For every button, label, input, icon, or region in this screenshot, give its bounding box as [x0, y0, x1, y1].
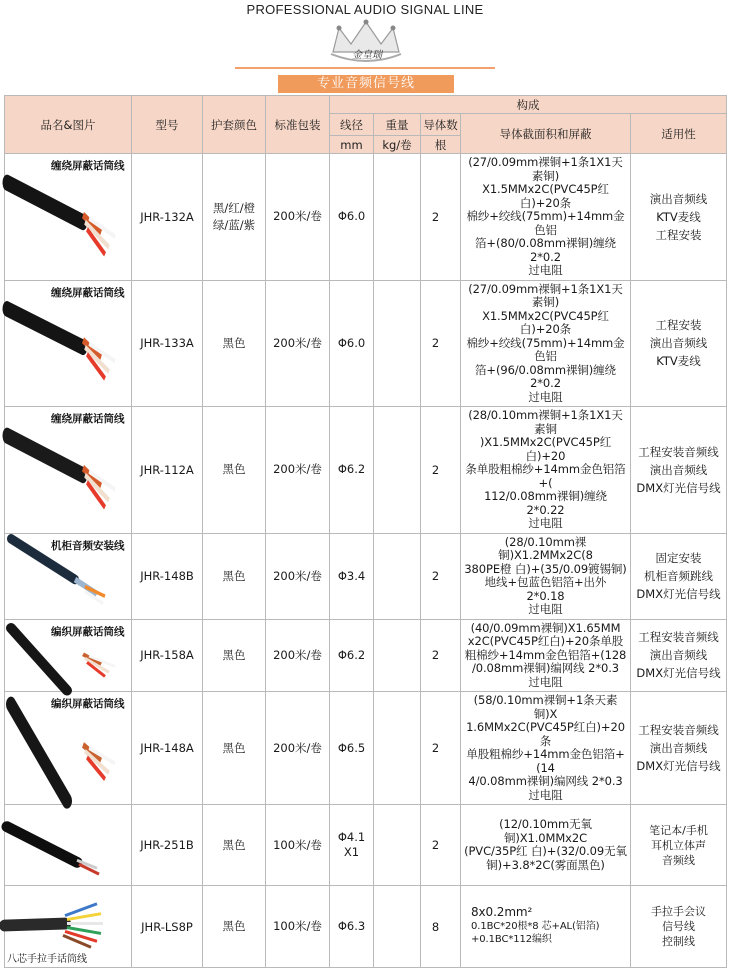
- table-row: [5, 407, 727, 534]
- packaging-cell: 200米/卷: [266, 154, 330, 281]
- header-conductors: 导体数: [421, 114, 461, 136]
- product-cell: [5, 407, 132, 534]
- application-cell: 工程安装音频线 演出音频线 DMX灯光信号线: [631, 407, 727, 534]
- spec-detail: (58/0.10mm裸铜+1条天素铜)X 1.6MMx2C(PVC45P红白)+20条 单股粗棉纱+14mm金色铝箔+(14 4/0.08mm裸铜)编网线 2*0.3 过电阻: [466, 693, 625, 802]
- spec-detail: 0.1BC*20根*8 芯+AL(铝箔) +0.1BC*112编织: [471, 920, 600, 946]
- product-name: 缠绕屏蔽话筒线: [51, 160, 125, 172]
- product-name: 缠绕屏蔽话筒线: [51, 286, 125, 299]
- table-row: [5, 154, 727, 281]
- weight-cell: [374, 886, 421, 968]
- product-name: 编织屏蔽话筒线: [51, 625, 125, 638]
- conductor-count-cell: 8: [421, 886, 461, 968]
- product-cell: [5, 886, 132, 968]
- cable-photo-icon: [5, 805, 131, 885]
- table-row: [5, 886, 727, 968]
- packaging-cell: 100米/卷: [266, 886, 330, 968]
- packaging-cell: 200米/卷: [266, 280, 330, 407]
- conductor-count-cell: 2: [421, 280, 461, 407]
- banner-divider: [235, 67, 495, 69]
- spec-detail: (12/0.10mm无氧铜)X1.0MMx2C (PVC/35P红 白)+(32/0.09无氧 铜)+3.8*2C(雾面黑色): [464, 817, 627, 872]
- model-cell: JHR-148B: [132, 533, 203, 619]
- product-name: 缠绕屏蔽话筒线: [51, 413, 125, 425]
- spec-detail: (28/0.10mm裸铜)X1.2MMx2C(8 380PE橙 白)+(35/0.09镀锡铜) 地线+包蓝色铝箔+出外 2*0.18 过电阻: [464, 534, 627, 616]
- cross-section-cell: [461, 619, 631, 692]
- conductor-count-cell: 2: [421, 805, 461, 886]
- product-cell: [5, 805, 132, 886]
- conductor-count-cell: 2: [421, 533, 461, 619]
- diameter-cell: Φ6.2: [330, 407, 374, 534]
- header-product: 品名&图片: [5, 96, 132, 154]
- cross-section-cell: [461, 154, 631, 281]
- header-diameter-unit: mm: [330, 136, 374, 154]
- weight-cell: [374, 805, 421, 886]
- weight-cell: [374, 154, 421, 281]
- cross-section-cell: [461, 280, 631, 407]
- diameter-cell: Φ6.2: [330, 619, 374, 692]
- jacket-color-cell: 黑色: [203, 692, 266, 805]
- conductor-count-cell: 2: [421, 619, 461, 692]
- table-row: [5, 692, 727, 805]
- packaging-cell: 200米/卷: [266, 619, 330, 692]
- application-cell: 工程安装 演出音频线 KTV麦线: [631, 280, 727, 407]
- jacket-color-cell: 黑色: [203, 280, 266, 407]
- page-top-title: PROFESSIONAL AUDIO SIGNAL LINE: [246, 2, 484, 17]
- spec-detail: (28/0.10mm裸铜+1条1X1天素铜 )X1.5MMx2C(PVC45P红白)+20 条单股粗棉纱+14mm金色铝箔+( 112/0.08mm裸铜)缠绕 2*0.22 过电阻: [465, 408, 626, 530]
- application-cell: 固定安装 机柜音频跳线 DMX灯光信号线: [631, 533, 727, 619]
- weight-cell: [374, 280, 421, 407]
- jacket-color-cell: 黑色: [203, 619, 266, 692]
- model-cell: JHR-LS8P: [132, 886, 203, 968]
- spec-detail: (27/0.09mm裸铜+1条1X1天素铜) X1.5MMx2C(PVC45P红白)+20条 棉纱+绞线(75mm)+14mm金色铝 箔+(80/0.08mm裸铜)缠绕 2*0.2 过电阻: [466, 155, 625, 277]
- weight-cell: [374, 407, 421, 534]
- cross-section-cell: [461, 533, 631, 619]
- weight-cell: [374, 692, 421, 805]
- product-cell: [5, 692, 132, 805]
- header-jacket-color: 护套颜色: [203, 96, 266, 154]
- diameter-cell: Φ6.3: [330, 886, 374, 968]
- model-cell: JHR-132A: [132, 154, 203, 281]
- conductor-count-cell: 2: [421, 692, 461, 805]
- spec-main: 8x0.2mm²: [471, 905, 533, 920]
- jacket-color-cell: 黑色: [203, 407, 266, 534]
- header-model: 型号: [132, 96, 203, 154]
- cross-section-cell: [461, 407, 631, 534]
- packaging-cell: 200米/卷: [266, 407, 330, 534]
- product-cell: [5, 619, 132, 692]
- product-name: 八芯手拉手话筒线: [7, 954, 87, 965]
- weight-cell: [374, 533, 421, 619]
- cross-section-cell: [461, 805, 631, 886]
- header-structure: 构成: [330, 96, 727, 114]
- product-cell: [5, 154, 132, 281]
- model-cell: JHR-133A: [132, 280, 203, 407]
- model-cell: JHR-251B: [132, 805, 203, 886]
- header-weight: 重量: [374, 114, 421, 136]
- packaging-cell: 100米/卷: [266, 805, 330, 886]
- jacket-color-cell: 黑/红/橙 绿/蓝/紫: [203, 154, 266, 281]
- diameter-cell: Φ4.1 X1: [330, 805, 374, 886]
- packaging-cell: 200米/卷: [266, 692, 330, 805]
- spec-detail: (27/0.09mm裸铜+1条1X1天素铜) X1.5MMx2C(PVC45P红白)+20条 棉纱+绞线(75mm)+14mm金色铝 箔+(96/0.08mm裸铜)缠绕 2*0.2 过电阻: [466, 281, 625, 404]
- diameter-cell: Φ3.4: [330, 533, 374, 619]
- jacket-color-cell: 黑色: [203, 886, 266, 968]
- brand-logo-text: 金皇瑞: [352, 50, 382, 61]
- header-application: 适用性: [631, 114, 727, 154]
- conductor-count-cell: 2: [421, 154, 461, 281]
- weight-cell: [374, 619, 421, 692]
- product-cell: [5, 280, 132, 407]
- product-cell: [5, 533, 132, 619]
- conductor-count-cell: 2: [421, 407, 461, 534]
- banner-title: 专业音频信号线: [278, 75, 454, 93]
- header-cross-section: 导体截面积和屏蔽: [461, 114, 631, 154]
- spec-table: [4, 95, 727, 968]
- table-row: [5, 805, 727, 886]
- application-cell: 演出音频线 KTV麦线 工程安装: [631, 154, 727, 281]
- jacket-color-cell: 黑色: [203, 533, 266, 619]
- product-name: 机柜音频安装线: [51, 539, 125, 552]
- diameter-cell: Φ6.0: [330, 154, 374, 281]
- application-cell: 工程安装音频线 演出音频线 DMX灯光信号线: [631, 692, 727, 805]
- application-cell: 工程安装音频线 演出音频线 DMX灯光信号线: [631, 619, 727, 692]
- table-row: [5, 280, 727, 407]
- header-weight-unit: kg/卷: [374, 136, 421, 154]
- packaging-cell: 200米/卷: [266, 533, 330, 619]
- diameter-cell: Φ6.0: [330, 280, 374, 407]
- spec-detail: (40/0.09mm裸铜)X1.65MM x2C(PVC45P红白)+20条单股 粗棉纱+14mm金色铝箔+(128 /0.08mm裸铜)编网线 2*0.3 过电阻: [464, 620, 627, 689]
- header-diameter: 线径: [330, 114, 374, 136]
- diameter-cell: Φ6.5: [330, 692, 374, 805]
- table-row: [5, 533, 727, 619]
- jacket-color-cell: 黑色: [203, 805, 266, 886]
- product-name: 编织屏蔽话筒线: [51, 698, 125, 710]
- application-cell: 笔记本/手机 耳机立体声 音频线: [631, 805, 727, 886]
- header-packaging: 标准包装: [266, 96, 330, 154]
- cross-section-cell: [461, 692, 631, 805]
- model-cell: JHR-158A: [132, 619, 203, 692]
- table-row: [5, 619, 727, 692]
- header-conductors-unit: 根: [421, 136, 461, 154]
- application-cell: 手拉手会议 信号线 控制线: [631, 886, 727, 968]
- cross-section-cell: [461, 886, 631, 968]
- model-cell: JHR-112A: [132, 407, 203, 534]
- model-cell: JHR-148A: [132, 692, 203, 805]
